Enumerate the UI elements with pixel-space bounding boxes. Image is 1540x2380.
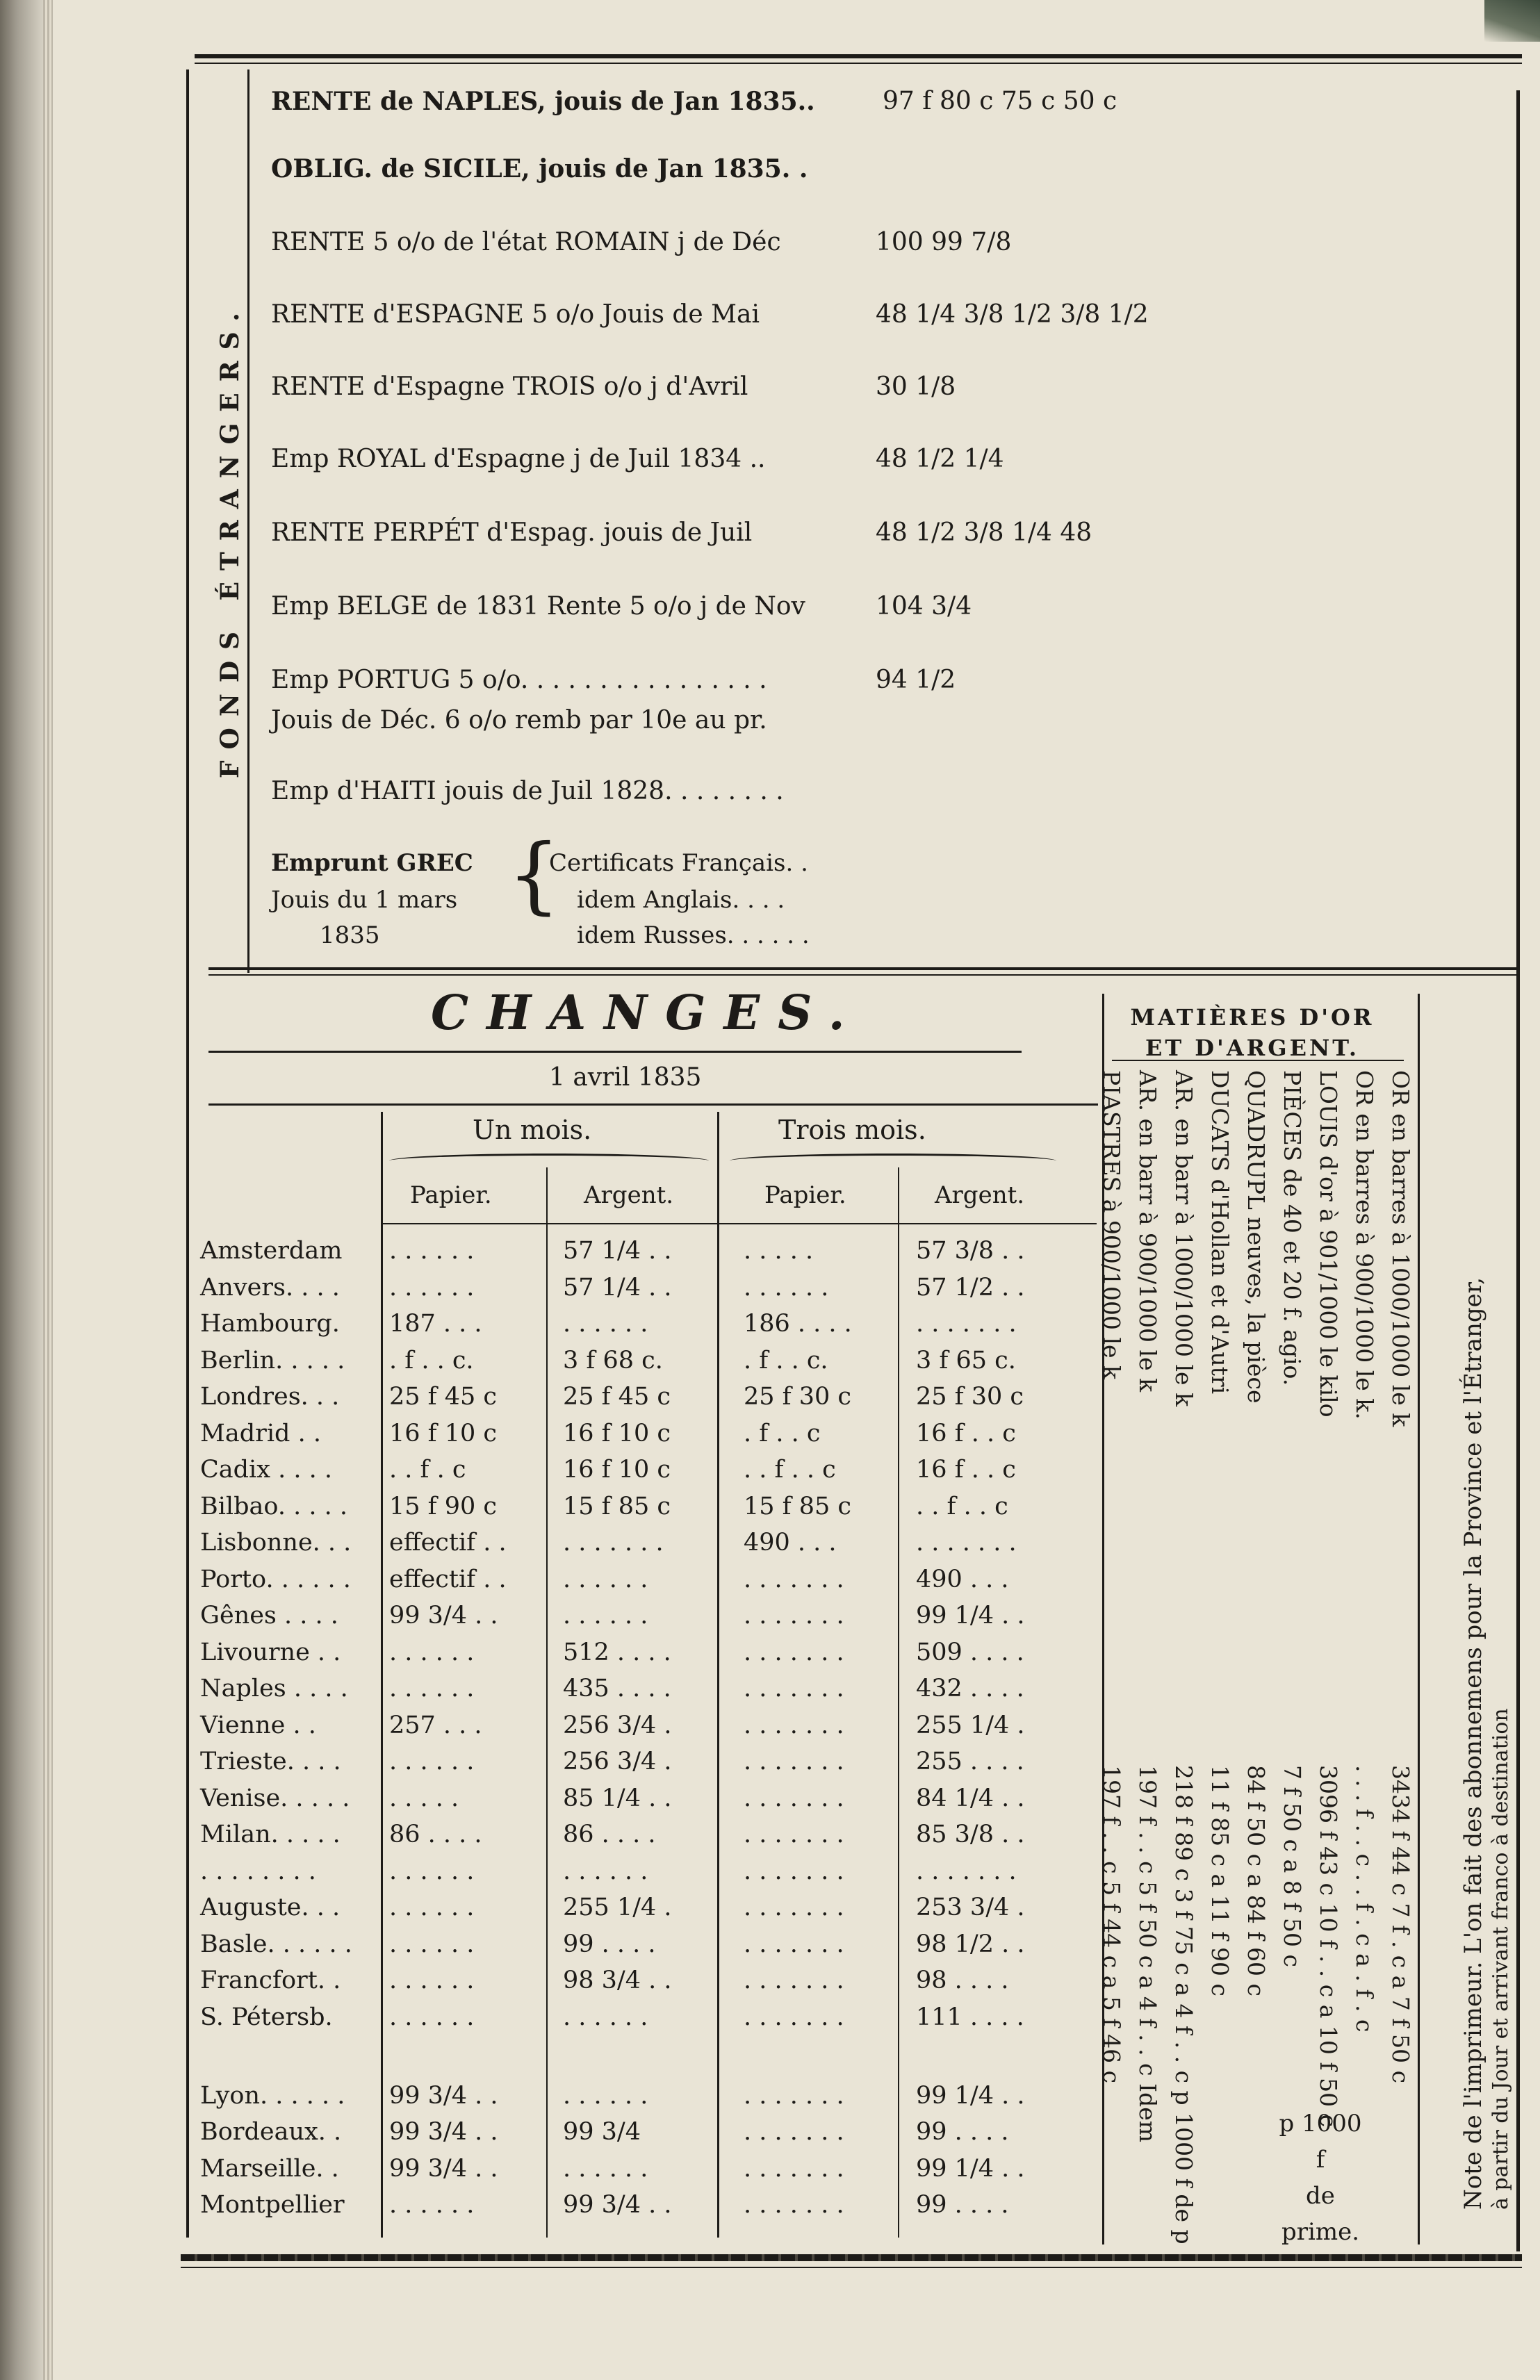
city-cell: Hambourg.: [200, 1310, 340, 1338]
papier-2-cell: . . . . . . .: [744, 1638, 844, 1666]
corner-shadow: [1484, 0, 1540, 42]
papier-1-cell: . . . . . .: [389, 1237, 475, 1265]
papier-2-cell: . . . . . . .: [744, 2081, 844, 2110]
fonds-row: [271, 518, 1092, 547]
papier-2-cell: . . . . . . .: [744, 1821, 844, 1848]
matieres-note-divider: [1418, 994, 1420, 2244]
col-un-mois: Un mois.: [473, 1115, 592, 1145]
section-divider-thin: [208, 974, 1516, 976]
argent-2-cell: 57 3/8 . .: [916, 1237, 1025, 1265]
city-cell: S. Pétersb.: [200, 2003, 333, 2031]
table-row: [200, 2191, 1104, 2227]
fonds-row-label: RENTE d'Espagne TROIS o/o j d'Avril: [271, 372, 748, 401]
argent-2-cell: 16 f . . c: [916, 1419, 1016, 1447]
city-cell: Francfort. .: [200, 1967, 341, 1994]
argent-2-cell: 99 1/4 . .: [916, 2154, 1025, 2183]
table-row: [200, 1566, 1104, 1602]
argent-1-cell: 255 1/4 .: [563, 1894, 672, 1921]
argent-2-cell: . . f . . c: [916, 1492, 1008, 1520]
papier-2-cell: . . . . . . .: [744, 2191, 844, 2219]
papier-1-cell: . . . . . .: [389, 2191, 475, 2219]
table-row: [200, 1237, 1104, 1273]
matiere-line: [1234, 1070, 1270, 2251]
table-row: [200, 1748, 1104, 1784]
grec-right-line: idem Anglais. . . .: [577, 886, 785, 914]
fonds-row-value: 97 f 80 c 75 c 50 c: [883, 87, 1117, 115]
fonds-row-value: 48 1/2 1/4: [876, 445, 1004, 473]
top-border-thin: [195, 63, 1522, 64]
table-row: [200, 1930, 1104, 1967]
papier-2-cell: . . . . . . .: [744, 1602, 844, 1630]
fonds-row: [271, 445, 1004, 473]
brace-un-mois: [389, 1154, 709, 1168]
matiere-line: [1306, 1070, 1342, 2251]
argent-2-cell: 99 . . . .: [916, 2191, 1009, 2219]
papier-2-cell: 25 f 30 c: [744, 1383, 852, 1411]
matiere-value: . . . f . . c . . f . c a . f . c: [1351, 1765, 1378, 2033]
matiere-value: 3434 f 44 c 7 f . c a 7 f 50 c: [1387, 1765, 1414, 2084]
matiere-line: [1161, 1070, 1197, 2251]
matiere-label: AR. en barr à 1000/1000 le k: [1170, 1070, 1197, 1407]
bottom-border: [181, 2254, 1522, 2261]
grec-right-line: Certificats Français. .: [549, 849, 808, 877]
subhead-rule: [381, 1223, 1097, 1224]
papier-1-cell: . . . . . .: [389, 1930, 475, 1958]
table-row: [200, 1639, 1104, 1675]
fonds-row-label: Jouis de Déc. 6 o/o remb par 10e au pr.: [271, 706, 767, 734]
papier-2-cell: . . . . . . .: [744, 1565, 844, 1593]
changes-date: 1 avril 1835: [549, 1063, 702, 1092]
papier-2-cell: . . . . . . .: [744, 1784, 844, 1812]
argent-1-cell: . . . . . .: [563, 2003, 648, 2031]
matieres-title-line2: ET D'ARGENT.: [1145, 1035, 1360, 1061]
papier-1-cell: . . . . . .: [389, 2003, 475, 2031]
sub-papier-1: Papier.: [410, 1181, 492, 1209]
fonds-row-value: 104 3/4: [876, 592, 972, 621]
sub-argent-2: Argent.: [935, 1181, 1025, 1209]
argent-1-cell: 99 . . . .: [563, 1930, 656, 1958]
city-cell: Milan. . . . .: [200, 1821, 341, 1848]
papier-1-cell: . . . . . .: [389, 1675, 475, 1702]
argent-1-cell: . . . . . .: [563, 2081, 648, 2110]
table-row: [200, 1420, 1104, 1456]
papier-1-cell: effectif . .: [389, 1529, 507, 1557]
fonds-row: [271, 372, 956, 401]
argent-2-cell: 57 1/2 . .: [916, 1273, 1025, 1302]
city-cell: Lyon. . . . . .: [200, 2081, 345, 2110]
fonds-row-value: 48 1/4 3/8 1/2 3/8 1/2: [876, 300, 1149, 329]
argent-1-cell: 85 1/4 . .: [563, 1784, 672, 1812]
papier-1-cell: 99 3/4 . .: [389, 2081, 498, 2110]
argent-1-cell: . . . . . . .: [563, 1529, 664, 1557]
papier-1-cell: 16 f 10 c: [389, 1419, 498, 1447]
table-row: [200, 1493, 1104, 1529]
grec-left-line: Jouis du 1 mars: [271, 886, 458, 914]
matiere-label: PIASTRES à 900/1000 le k: [1098, 1070, 1125, 1380]
argent-1-cell: 3 f 68 c.: [563, 1346, 663, 1374]
table-row: [200, 2082, 1104, 2118]
city-cell: Bilbao. . . . .: [200, 1492, 347, 1520]
argent-2-cell: 99 . . . .: [916, 2118, 1009, 2146]
table-row: [200, 1529, 1104, 1565]
city-cell: Porto. . . . . .: [200, 1565, 351, 1593]
papier-1-cell: . . . . .: [389, 1784, 459, 1812]
prime-line: de: [1306, 2182, 1335, 2210]
argent-2-cell: 255 1/4 .: [916, 1711, 1025, 1739]
fonds-row-value: 30 1/8: [876, 372, 956, 401]
table-row: [200, 1821, 1104, 1857]
papier-2-cell: 186 . . . .: [744, 1310, 852, 1338]
table-row: [200, 1894, 1104, 1930]
fonds-row: [271, 154, 808, 183]
table-row: [200, 1967, 1104, 2003]
table-row: [200, 1675, 1104, 1711]
papier-2-cell: . . . . . . .: [744, 1930, 844, 1958]
matiere-label: DUCATS d'Hollan et d'Autri: [1206, 1070, 1234, 1395]
fonds-row: [271, 300, 1149, 329]
printer-note-line2: à partir du Jour et arrivant franco à destination: [1489, 1708, 1513, 2210]
matiere-value: 7 f 50 c a 8 f 50 c: [1279, 1765, 1306, 1967]
fonds-row: [271, 228, 1012, 256]
city-cell: Livourne . .: [200, 1638, 341, 1666]
argent-2-cell: 98 . . . .: [916, 1967, 1009, 1994]
section-divider: [208, 967, 1516, 970]
sub-papier-2: Papier.: [764, 1181, 846, 1209]
bottom-border-thin: [181, 2267, 1522, 2268]
matieres-title: [1113, 1002, 1391, 1063]
papier-2-cell: . f . . c.: [744, 1346, 828, 1374]
argent-1-cell: . . . . . .: [563, 1310, 648, 1338]
argent-2-cell: 99 1/4 . .: [916, 1602, 1025, 1630]
prime-note: [1272, 2106, 1369, 2250]
matiere-label: PIÈCES de 40 et 20 f. agio.: [1279, 1070, 1306, 1386]
table-row: [200, 1602, 1104, 1638]
argent-1-cell: 57 1/4 . .: [563, 1237, 672, 1265]
argent-2-cell: 509 . . . .: [916, 1638, 1024, 1666]
matiere-line: [1270, 1070, 1306, 2251]
matiere-label: AR. en barr à 900/1000 le k: [1134, 1070, 1161, 1393]
fonds-row: [271, 777, 784, 805]
city-cell: Trieste. . . .: [200, 1748, 341, 1775]
table-row: [200, 2118, 1104, 2154]
matiere-value: 3096 f 43 c 10 f . . c a 10 f 50 c: [1315, 1765, 1342, 2128]
papier-2-cell: . . . . . . .: [744, 1748, 844, 1775]
papier-2-cell: . . . . . . .: [744, 2003, 844, 2031]
papier-1-cell: . . . . . .: [389, 1273, 475, 1302]
col-trois-mois: Trois mois.: [778, 1115, 926, 1145]
argent-2-cell: 3 f 65 c.: [916, 1346, 1016, 1374]
argent-1-cell: 512 . . . .: [563, 1638, 671, 1666]
argent-2-cell: . . . . . . .: [916, 1310, 1017, 1338]
city-cell: Auguste. . .: [200, 1894, 341, 1921]
papier-1-cell: . . . . . .: [389, 1967, 475, 1994]
fonds-row-value: 94 1/2: [876, 666, 956, 694]
argent-2-cell: 111 . . . .: [916, 2003, 1024, 2031]
table-row: [200, 2040, 1104, 2076]
papier-2-cell: . . . . . . .: [744, 1675, 844, 1702]
matiere-line: [1378, 1070, 1414, 2251]
argent-1-cell: 99 3/4: [563, 2118, 641, 2146]
outer-right-rule: [1516, 90, 1520, 2251]
table-row: [200, 1456, 1104, 1492]
papier-1-cell: 99 3/4 . .: [389, 2118, 498, 2146]
book-binding-edge: [0, 0, 43, 2380]
table-row: [200, 1383, 1104, 1419]
argent-2-cell: 85 3/8 . .: [916, 1821, 1025, 1848]
city-cell: Londres. . .: [200, 1383, 340, 1411]
argent-1-cell: 256 3/4 .: [563, 1711, 672, 1739]
argent-2-cell: 432 . . . .: [916, 1675, 1024, 1702]
city-cell: . . . . . . . .: [200, 1857, 316, 1885]
city-cell: Bordeaux. .: [200, 2118, 342, 2146]
papier-1-cell: . . . . . .: [389, 1638, 475, 1666]
papier-1-cell: . f . . c.: [389, 1346, 474, 1374]
argent-1-cell: 16 f 10 c: [563, 1419, 671, 1447]
matiere-value: 218 f 89 c 3 f 75 c a 4 f . . c p 1000 f de p: [1170, 1765, 1197, 2244]
matiere-value: 11 f 85 c a 11 f 90 c: [1206, 1765, 1234, 1996]
argent-1-cell: 256 3/4 .: [563, 1748, 672, 1775]
argent-1-cell: . . . . . .: [563, 1602, 648, 1630]
argent-2-cell: . . . . . . .: [916, 1529, 1017, 1557]
papier-2-cell: . . . . . .: [744, 1273, 829, 1302]
papier-2-cell: . . . . . . .: [744, 1857, 844, 1885]
matiere-line: [1089, 1070, 1125, 2251]
argent-1-cell: 98 3/4 . .: [563, 1967, 672, 1994]
matiere-value: 197 f . . c 5 f 50 c a 4 f . . c Idem: [1134, 1765, 1161, 2143]
table-row: [200, 2003, 1104, 2040]
papier-1-cell: . . f . c: [389, 1456, 466, 1484]
changes-rule-2: [208, 1103, 1098, 1106]
argent-2-cell: 255 . . . .: [916, 1748, 1024, 1775]
matiere-value: 197 f . . c 5 f 44 c a 5 f 46 c: [1098, 1765, 1125, 2084]
table-row: [200, 1712, 1104, 1748]
city-cell: Amsterdam: [200, 1237, 343, 1265]
argent-1-cell: 57 1/4 . .: [563, 1273, 672, 1302]
fonds-row-value: 100 99 7/8: [876, 228, 1012, 256]
matieres-title-line1: MATIÈRES D'OR: [1130, 1004, 1375, 1031]
argent-2-cell: . . . . . . .: [916, 1857, 1017, 1885]
papier-1-cell: . . . . . .: [389, 1857, 475, 1885]
fonds-row-label: OBLIG. de SICILE, jouis de Jan 1835. .: [271, 154, 808, 183]
matiere-line: [1125, 1070, 1161, 2251]
fonds-row: [271, 666, 956, 694]
papier-1-cell: 15 f 90 c: [389, 1492, 498, 1520]
fonds-row-label: Emp PORTUG 5 o/o. . . . . . . . . . . . . . . .: [271, 666, 767, 694]
matiere-line: [1197, 1070, 1234, 2251]
papier-1-cell: effectif . .: [389, 1565, 507, 1593]
city-cell: Vienne . .: [200, 1711, 316, 1739]
fonds-row-label: Emp BELGE de 1831 Rente 5 o/o j de Nov: [271, 592, 805, 621]
printer-note-line1: Note de l'imprimeur. L'on fait des abonnemens pour la Province et l'Étranger,: [1459, 1277, 1487, 2210]
argent-1-cell: . . . . . .: [563, 1857, 648, 1885]
page-stack-edge: [43, 0, 53, 2380]
grec-right-line: idem Russes. . . . . .: [577, 921, 810, 949]
argent-1-cell: 99 3/4 . .: [563, 2191, 672, 2219]
argent-1-cell: 25 f 45 c: [563, 1383, 671, 1411]
papier-2-cell: . . f . . c: [744, 1456, 836, 1484]
city-cell: Berlin. . . . .: [200, 1346, 345, 1374]
fonds-row-label: Emp ROYAL d'Espagne j de Juil 1834 ..: [271, 445, 766, 473]
argent-2-cell: 84 1/4 . .: [916, 1784, 1025, 1812]
argent-2-cell: 253 3/4 .: [916, 1894, 1025, 1921]
matiere-value: 84 f 50 c a 84 f 60 c: [1243, 1765, 1270, 1996]
fonds-row-label: RENTE 5 o/o de l'état ROMAIN j de Déc: [271, 228, 781, 256]
table-row: [200, 1784, 1104, 1821]
prime-line: p 1000 f: [1279, 2110, 1362, 2174]
papier-2-cell: . . . . . . .: [744, 1967, 844, 1994]
matiere-label: OR en barres à 900/1000 le k.: [1351, 1070, 1378, 1420]
argent-1-cell: . . . . . .: [563, 2154, 648, 2183]
table-row: [200, 1310, 1104, 1346]
city-cell: Gênes . . . .: [200, 1602, 338, 1630]
city-cell: Venise. . . . .: [200, 1784, 350, 1812]
argent-2-cell: 99 1/4 . .: [916, 2081, 1025, 2110]
fonds-row-value: 48 1/2 3/8 1/4 48: [876, 518, 1092, 547]
fonds-left-rule: [247, 69, 249, 973]
table-row: [200, 2155, 1104, 2191]
grec-brace: {: [507, 827, 561, 924]
grec-left-line: 1835: [320, 921, 380, 949]
argent-2-cell: 490 . . .: [916, 1565, 1009, 1593]
papier-1-cell: . . . . . .: [389, 1748, 475, 1775]
table-row: [200, 1857, 1104, 1894]
argent-1-cell: 16 f 10 c: [563, 1456, 671, 1484]
prime-line: prime.: [1281, 2218, 1360, 2246]
matiere-line: [1342, 1070, 1378, 2251]
papier-2-cell: . . . . . . .: [744, 1894, 844, 1921]
fonds-row-label: RENTE d'ESPAGNE 5 o/o Jouis de Mai: [271, 300, 760, 329]
matiere-label: QUADRUPL neuves, la pièce: [1243, 1070, 1270, 1404]
city-cell: Montpellier: [200, 2191, 345, 2219]
top-border: [195, 54, 1522, 58]
brace-trois-mois: [730, 1154, 1056, 1168]
papier-1-cell: 25 f 45 c: [389, 1383, 498, 1411]
argent-2-cell: 16 f . . c: [916, 1456, 1016, 1484]
argent-1-cell: . . . . . .: [563, 1565, 648, 1593]
changes-rule: [208, 1051, 1022, 1053]
papier-1-cell: . . . . . .: [389, 1894, 475, 1921]
city-cell: Lisbonne. . .: [200, 1529, 352, 1557]
city-cell: Cadix . . . .: [200, 1456, 332, 1484]
city-cell: Naples . . . .: [200, 1675, 348, 1702]
argent-1-cell: 86 . . . .: [563, 1821, 656, 1848]
fonds-row-label: RENTE PERPÉT d'Espag. jouis de Juil: [271, 518, 753, 547]
papier-1-cell: 99 3/4 . .: [389, 1602, 498, 1630]
argent-1-cell: 15 f 85 c: [563, 1492, 671, 1520]
fonds-row: [271, 87, 1117, 116]
table-row: [200, 1274, 1104, 1310]
matiere-label: LOUIS d'or à 901/1000 le kilo: [1315, 1070, 1342, 1418]
papier-1-cell: 257 . . .: [389, 1711, 482, 1739]
fonds-row: [271, 706, 767, 734]
city-cell: Anvers. . . .: [200, 1273, 340, 1302]
fonds-row-label: RENTE de NAPLES, jouis de Jan 1835..: [271, 87, 815, 116]
sub-argent-1: Argent.: [584, 1181, 674, 1209]
argent-2-cell: 98 1/2 . .: [916, 1930, 1025, 1958]
city-cell: Madrid . .: [200, 1419, 321, 1447]
papier-2-cell: . . . . .: [744, 1237, 814, 1265]
changes-title: CHANGES.: [431, 985, 863, 1041]
papier-2-cell: . f . . c: [744, 1419, 821, 1447]
argent-2-cell: 25 f 30 c: [916, 1383, 1024, 1411]
papier-1-cell: 187 . . .: [389, 1310, 482, 1338]
outer-left-rule: [186, 69, 189, 2238]
city-cell: Basle. . . . . .: [200, 1930, 352, 1958]
papier-2-cell: . . . . . . .: [744, 2118, 844, 2146]
papier-2-cell: 490 . . .: [744, 1529, 837, 1557]
fonds-row-label: Emp d'HAITI jouis de Juil 1828. . . . . . . .: [271, 777, 784, 805]
table-row: [200, 1347, 1104, 1383]
argent-1-cell: 435 . . . .: [563, 1675, 671, 1702]
matiere-label: OR en barres à 1000/1000 le k: [1387, 1070, 1414, 1427]
fonds-row: [271, 592, 972, 621]
papier-2-cell: . . . . . . .: [744, 2154, 844, 2183]
papier-1-cell: 86 . . . .: [389, 1821, 482, 1848]
papier-1-cell: 99 3/4 . .: [389, 2154, 498, 2183]
papier-2-cell: 15 f 85 c: [744, 1492, 852, 1520]
grec-left-line: Emprunt GREC: [271, 849, 473, 877]
city-cell: Marseille. .: [200, 2154, 339, 2183]
papier-2-cell: . . . . . . .: [744, 1711, 844, 1739]
